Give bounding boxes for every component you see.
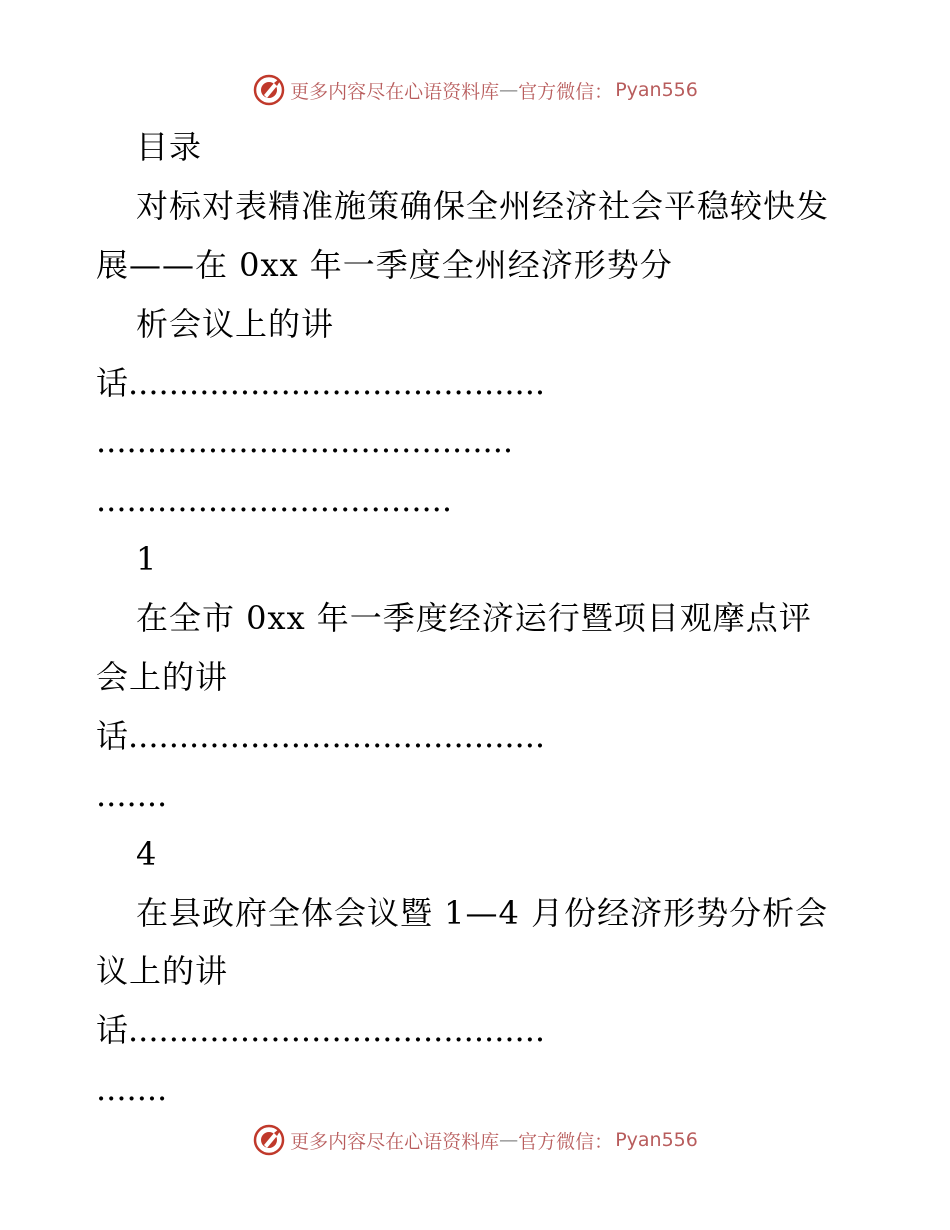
toc-entry-title: 对标对表精准施策确保全州经济社会平稳较快发 <box>136 186 830 225</box>
banner-wechat-id: Pyan556 <box>615 79 698 101</box>
banner-wechat-label: 官方微信： <box>518 80 614 103</box>
pen-nib-logo-icon <box>252 73 286 107</box>
watermark-banner-bottom <box>0 1120 950 1160</box>
toc-leader: 话......................................... <box>96 1011 546 1050</box>
toc-entry-title: 析会议上的讲 <box>136 304 335 343</box>
toc-entry-title: 议上的讲 <box>96 952 229 991</box>
toc-leader: ................................... <box>96 481 453 520</box>
toc-entry[interactable] <box>96 589 876 883</box>
pen-nib-logo-icon <box>252 1123 286 1157</box>
toc-leader: ....... <box>96 1070 168 1109</box>
toc-leader: 话......................................... <box>96 363 546 402</box>
toc-leader: ......................................... <box>96 422 514 461</box>
banner-wechat-id: Pyan556 <box>615 1129 698 1151</box>
toc-entry-title: 展——在 0xx 年一季度全州经济形势分 <box>96 245 673 284</box>
toc-leader: ....... <box>96 775 168 814</box>
toc-page-number: 4 <box>136 834 158 873</box>
banner-text: 更多内容尽在心语资料库 <box>290 1130 500 1153</box>
toc-entry-title: 在县政府全体会议暨 1—4 月份经济形势分析会 <box>136 893 829 932</box>
table-of-contents <box>96 118 876 1119</box>
toc-entry-title: 在全市 0xx 年一季度经济运行暨项目观摩点评 <box>136 599 812 638</box>
toc-entry-title: 会上的讲 <box>96 658 229 697</box>
toc-entry[interactable] <box>96 884 876 1120</box>
toc-title: 目录 <box>136 128 203 166</box>
banner-wechat-label: 官方微信： <box>518 1130 614 1153</box>
banner-separator: — <box>499 1129 519 1151</box>
banner-separator: — <box>499 79 519 101</box>
toc-page-number: 1 <box>136 540 158 579</box>
watermark-banner-top <box>0 70 950 110</box>
banner-text: 更多内容尽在心语资料库 <box>290 80 500 103</box>
toc-leader: 话......................................... <box>96 716 546 755</box>
toc-entry[interactable] <box>96 177 876 589</box>
